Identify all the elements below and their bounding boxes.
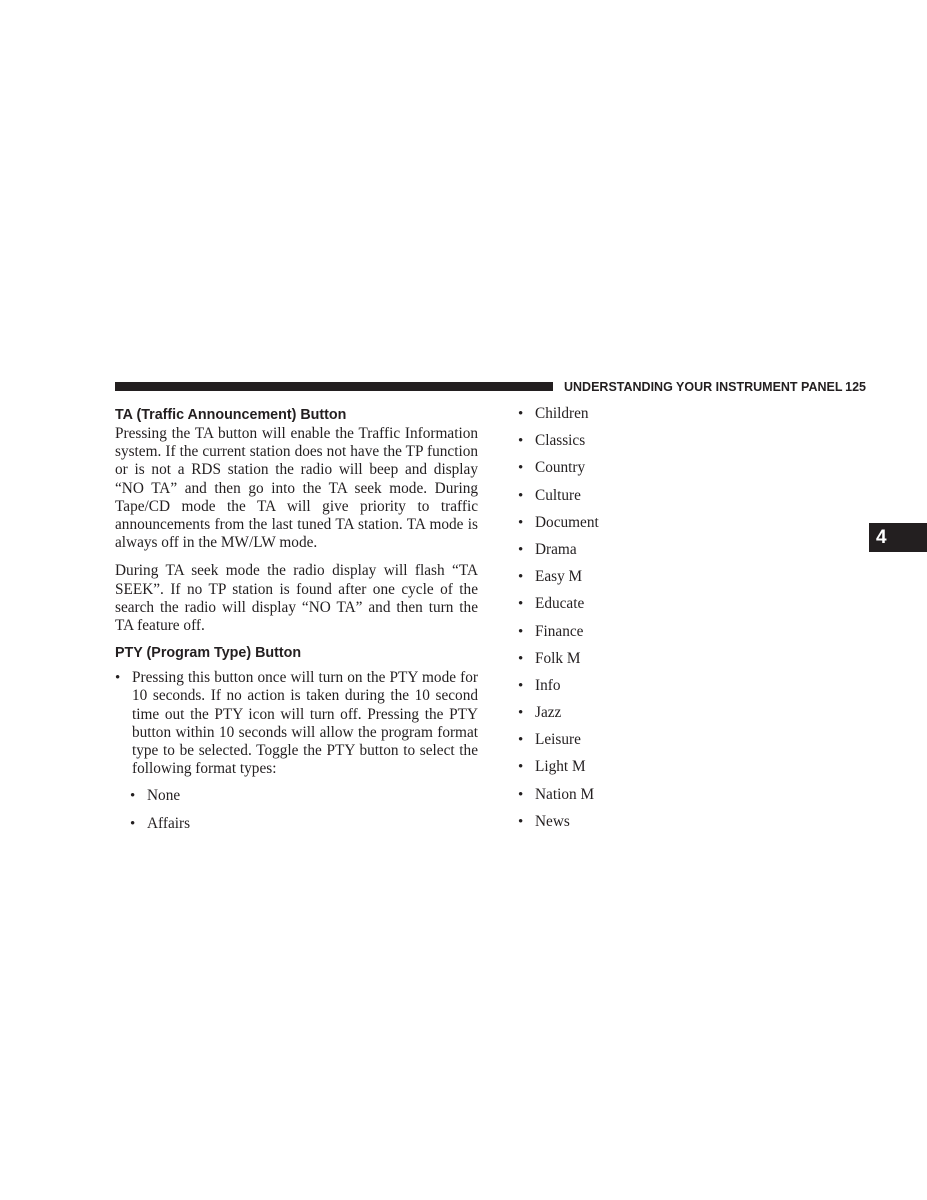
format-type-label: News — [535, 812, 570, 830]
list-item — [518, 623, 768, 650]
list-item — [518, 731, 768, 758]
list-item — [115, 787, 478, 805]
bullet-icon: • — [518, 732, 524, 749]
pty-bullet — [115, 669, 478, 778]
bullet-icon: • — [130, 788, 136, 805]
running-header — [564, 379, 866, 395]
right-format-list — [518, 405, 768, 840]
list-item — [518, 758, 768, 785]
format-type-label: Country — [535, 459, 586, 477]
bullet-icon: • — [518, 460, 524, 477]
list-item — [518, 459, 768, 486]
bullet-icon: • — [518, 650, 524, 667]
ta-paragraph-1: Pressing the TA button will enable the Traffic Information system. If the current station does not have the TP function or is not a RDS station the radio will beep and display “NO TA” and then go into the TA seek mode. During Tape/CD mode the TA will give priority to traffic announcements from the last tuned TA station. TA mode is always off in the MW/LW mode. — [115, 425, 478, 552]
list-item — [115, 815, 478, 833]
format-type-label: Affairs — [147, 814, 191, 832]
format-type-label: Folk M — [535, 649, 581, 667]
bullet-icon: • — [518, 406, 524, 422]
left-format-list — [115, 787, 478, 832]
ta-paragraph-2: During TA seek mode the radio display will flash “TA SEEK”. If no TP station is found after one cycle of the search the radio will display “NO TA” and then turn the TA feature off. — [115, 562, 478, 635]
bullet-icon: • — [518, 569, 524, 586]
header-rule — [115, 382, 553, 391]
format-type-label: Document — [535, 513, 599, 531]
format-type-label: Info — [535, 676, 561, 694]
list-item — [518, 432, 768, 459]
list-item — [518, 595, 768, 622]
chapter-tab: 4 — [869, 523, 927, 552]
bullet-icon: • — [518, 759, 524, 776]
list-item — [518, 514, 768, 541]
bullet-icon: • — [115, 670, 121, 687]
section-title: UNDERSTANDING YOUR INSTRUMENT PANEL — [564, 380, 843, 394]
format-type-label: Jazz — [535, 704, 562, 722]
left-column — [115, 405, 478, 842]
format-type-label: Easy M — [535, 568, 583, 586]
bullet-icon: • — [130, 815, 136, 832]
format-type-label: Finance — [535, 622, 584, 640]
pty-bullet-text: Pressing this button once will turn on the PTY mode for 10 seconds. If no action is taken during the 10 second time out the PTY icon will turn off. Pressing the PTY button within 10 seconds will allow the program format type to be selected. Toggle the PTY button to select the following format types: — [132, 669, 478, 778]
format-type-label: Educate — [535, 595, 585, 613]
list-item — [518, 704, 768, 731]
page-number: 125 — [845, 380, 866, 394]
bullet-icon: • — [518, 813, 524, 830]
list-item — [518, 813, 768, 840]
bullet-icon: • — [518, 623, 524, 640]
bullet-icon: • — [518, 541, 524, 558]
bullet-icon: • — [518, 514, 524, 531]
list-item — [518, 487, 768, 514]
format-type-label: None — [147, 787, 181, 805]
format-type-label: Classics — [535, 432, 586, 450]
bullet-icon: • — [518, 705, 524, 722]
list-item — [518, 786, 768, 813]
format-type-label: Drama — [535, 540, 577, 558]
bullet-icon: • — [518, 433, 524, 450]
pty-heading: PTY (Program Type) Button — [115, 645, 302, 662]
format-type-label: Children — [535, 405, 589, 422]
list-item — [518, 541, 768, 568]
bullet-icon: • — [518, 677, 524, 694]
list-item — [518, 677, 768, 704]
bullet-icon: • — [518, 487, 524, 504]
right-column — [518, 405, 768, 840]
format-type-label: Nation M — [535, 785, 595, 803]
list-item — [518, 650, 768, 677]
bullet-icon: • — [518, 596, 524, 613]
bullet-icon: • — [518, 786, 524, 803]
list-item — [518, 568, 768, 595]
format-type-label: Culture — [535, 486, 581, 504]
list-item — [518, 405, 768, 432]
ta-heading: TA (Traffic Announcement) Button — [115, 407, 347, 423]
format-type-label: Light M — [535, 758, 586, 776]
format-type-label: Leisure — [535, 731, 581, 749]
